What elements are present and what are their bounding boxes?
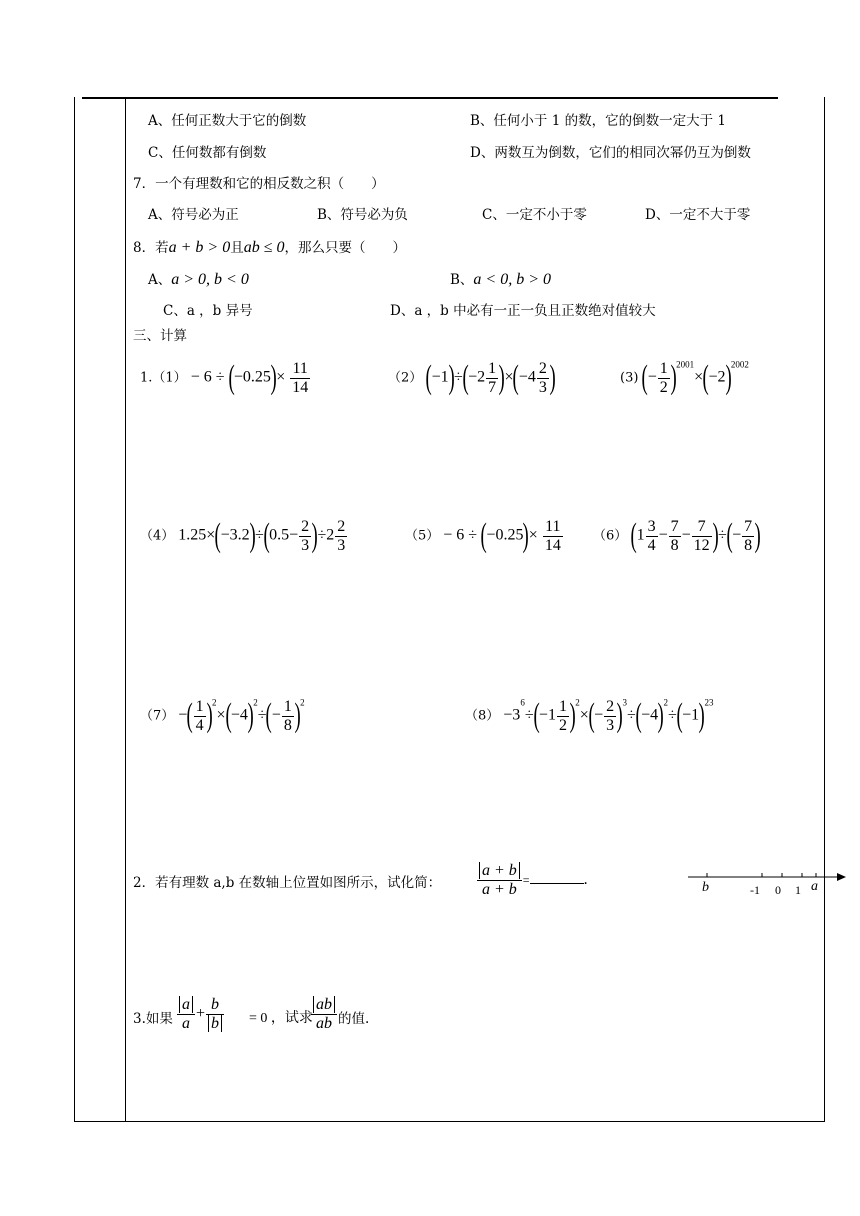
number-line xyxy=(686,868,846,898)
q8-option-a: A、a > 0, b < 0 xyxy=(148,271,249,288)
q3-target: $\frac{ab}{ab}$ xyxy=(310,996,338,1033)
calc-problem-5: （5） − 6 ÷ (−0.25)× $\frac{11}{14}$ xyxy=(405,517,561,554)
numberline-label-1: 1 xyxy=(795,883,801,897)
q8-condition-2: ab ≤ 0 xyxy=(243,239,285,256)
section-title: 三、计算 xyxy=(133,328,187,344)
q3-suffix: 的值. xyxy=(338,1011,370,1027)
q8-option-b: B、a < 0, b > 0 xyxy=(450,271,552,288)
q8-option-c: C、a ，b 异号 xyxy=(163,303,253,319)
calc-problem-6: （6） (1 $\frac{3}{4}$ − $\frac{7}{8}$ − $\frac{7}{12}$ )÷(− $\frac{7}{8}$ ) xyxy=(593,517,761,554)
table-right-border xyxy=(824,97,825,1122)
q3-prefix: 3.如果 xyxy=(133,1011,173,1027)
table-bottom-border xyxy=(74,1121,825,1122)
q7-option-b: B、符号必为负 xyxy=(317,207,408,223)
table-left-border xyxy=(74,97,75,1122)
q7-option-c: C、一定不小于零 xyxy=(482,207,587,223)
calc-problem-2: （2） (−1)÷(−2 $\frac{1}{7}$ )×(−4 $\frac{2}{3}$ ) xyxy=(388,359,556,396)
numberline-label-0: 0 xyxy=(775,883,781,897)
calc-problem-3: (3) (− $\frac{1}{2}$ )$^{2001}\times(-2)^{2002}$ xyxy=(620,359,749,396)
table-column-divider xyxy=(125,97,126,1122)
q6-option-d: D、两数互为倒数，它们的相同次幂仍互为倒数 xyxy=(470,145,751,161)
numberline-label-minus1: -1 xyxy=(750,883,760,897)
q2-text: 2．若有理数 a,b 在数轴上位置如图所示，试化简： xyxy=(133,875,442,891)
q6-option-c: C、任何数都有倒数 xyxy=(148,145,267,161)
q7-option-d: D、一定不大于零 xyxy=(645,207,751,223)
q8-option-d: D、a ，b 中必有一正一负且正数绝对值较大 xyxy=(390,303,656,319)
q6-option-b: B、任何小于 1 的数，它的倒数一定大于 1 xyxy=(470,113,726,129)
q3-condition: = 0 ，试求 xyxy=(249,1011,313,1026)
q2-fraction: $\frac{a + b}{a + b}$ = . xyxy=(476,862,588,899)
q6-option-a: A、任何正数大于它的倒数 xyxy=(148,113,307,129)
calc-problem-1: 1.（1） − 6 ÷ (−0.25)× $\frac{11}{14}$ xyxy=(140,359,309,396)
q7-stem: 7．一个有理数和它的相反数之积（ ） xyxy=(133,176,385,192)
q7-option-a: A、符号必为正 xyxy=(148,207,239,223)
table-top-border xyxy=(82,97,778,99)
calc-problem-4: （4） 1.25×(−3.2)÷(0.5− $\frac{2}{3}$ )÷2 $\frac{2}{3}$ xyxy=(140,517,346,554)
q8-stem: 8．若a + b > 0且ab ≤ 0，那么只要（ ） xyxy=(133,239,406,256)
numberline-label-a: a xyxy=(811,879,818,894)
numberline-label-b: b xyxy=(702,880,709,895)
q3-expression: $\frac{a}{a}$ + $\frac{b}{b}$ xyxy=(176,996,225,1033)
answer-blank[interactable] xyxy=(530,871,584,884)
calc-problem-8: $(8) -3^6\div(-1$ $\frac{1}{2}$ )$^2$×(− $\frac{2}{3}$ )$^3\div(-4)^2\div(-1)^{23}$ xyxy=(465,697,714,734)
calc-problem-7: （7） −( $\frac{1}{4}$ )$^2\times(-4)^2\div(-$ $\frac{1}{8}$ )$^2$ xyxy=(140,697,305,734)
q8-condition-1: a + b > 0 xyxy=(168,239,231,256)
